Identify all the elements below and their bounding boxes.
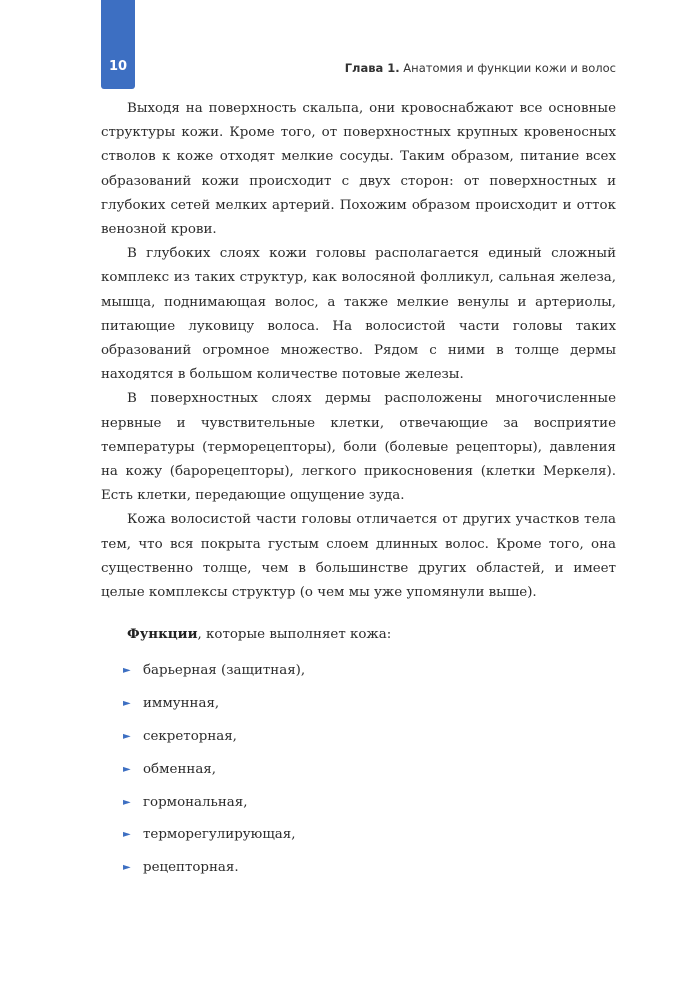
list-item xyxy=(101,721,616,754)
functions-intro xyxy=(101,622,616,647)
triangle-bullet-icon: ► xyxy=(123,665,131,677)
paragraph: В глубоких слоях кожи головы располагается единый сложный комплекс из таких структур, как волосяной фолликул, сальная железа, мышца, поднимающая волос, а также мелкие венулы и артериолы, питающие луковицу волоса. На волосистой части головы таких образований огромное множество. Рядом с ними в толще дермы находятся в большом количестве потовые железы. xyxy=(101,246,616,383)
list-item-text: гормональная, xyxy=(143,794,248,810)
triangle-bullet-icon: ► xyxy=(123,731,131,743)
list-item-text: барьерная (защитная), xyxy=(143,663,306,679)
functions-intro-bold: Функции xyxy=(127,626,198,643)
list-item xyxy=(101,754,616,787)
list-item-text: обменная, xyxy=(143,761,217,777)
running-header xyxy=(345,59,616,77)
triangle-bullet-icon: ► xyxy=(123,862,131,874)
functions-list xyxy=(101,655,616,885)
triangle-bullet-icon: ► xyxy=(123,796,131,808)
list-item xyxy=(101,655,616,688)
chapter-title: Анатомия и функции кожи и волос xyxy=(399,61,616,75)
list-item xyxy=(101,787,616,820)
list-item xyxy=(101,852,616,885)
list-item-text: терморегулирующая, xyxy=(143,827,296,843)
triangle-bullet-icon: ► xyxy=(123,829,131,841)
paragraph: В поверхностных слоях дермы расположены многочисленные нервные и чувствительные клетки, отвечающие за восприятие температуры (терморецепторы), боли (болевые рецепторы), давления на кожу (барорецепторы), легкого прикосновения (клетки Меркеля). Есть клетки, передающие ощущение зуда. xyxy=(101,391,616,504)
paragraph: Выходя на поверхность скальпа, они кровоснабжают все основные структуры кожи. Кроме того, от поверхностных крупных кровеносных стволов к коже отходят мелкие сосуды. Таким образом, питание всех образований кожи происходит с двух сторон: от поверхностных и глубоких сетей мелких артерий. Похожим образом происходит и отток венозной крови. xyxy=(101,101,616,238)
chapter-label: Глава 1. xyxy=(344,61,400,75)
list-item-text: иммунная, xyxy=(143,696,220,712)
list-item xyxy=(101,819,616,852)
functions-intro-text: , которые выполняет кожа: xyxy=(197,627,392,643)
page-number: 10 xyxy=(108,59,128,74)
list-item-text: секреторная, xyxy=(143,729,237,745)
paragraph: Кожа волосистой части головы отличается от других участков тела тем, что вся покрыта густым слоем длинных волос. Кроме того, она существенно толще, чем в большинстве других областей, и имеет целые комплексы структур (о чем мы уже упомянули выше). xyxy=(101,512,616,601)
triangle-bullet-icon: ► xyxy=(123,698,131,710)
triangle-bullet-icon: ► xyxy=(123,763,131,775)
page-body xyxy=(101,97,616,885)
list-item-text: рецепторная. xyxy=(143,860,239,876)
list-item xyxy=(101,688,616,721)
